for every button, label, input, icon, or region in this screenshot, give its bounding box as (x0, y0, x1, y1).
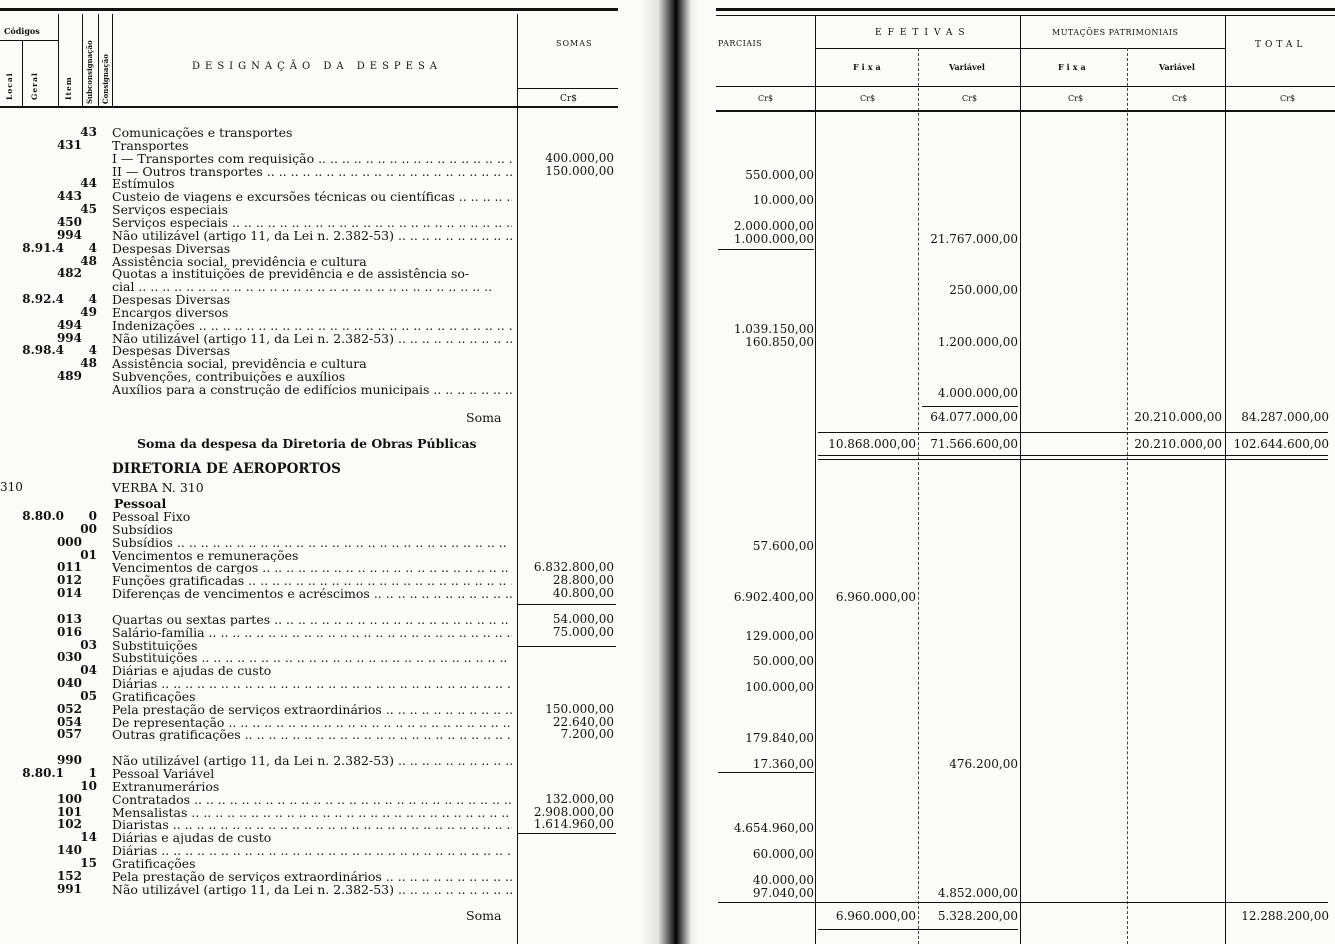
code-item: 4 (88, 343, 97, 358)
soma-rule (518, 604, 616, 605)
amount-parc: 40.000,00 (752, 872, 814, 887)
book-spine (640, 0, 700, 944)
parc-rule (718, 249, 814, 250)
col-divider (1020, 15, 1021, 944)
soma-value: 54.000,00 (552, 611, 614, 626)
code-geral: 102 (56, 817, 82, 832)
expense-description: Transportes (112, 138, 189, 152)
amount-var: 4.852.000,00 (937, 885, 1018, 900)
col-divider (112, 14, 113, 106)
left-page (0, 0, 640, 944)
expense-description: Pessoal Variável (112, 767, 215, 780)
amount-parc: 1.000.000,00 (733, 231, 814, 246)
code-item: 0 (88, 509, 97, 523)
amount-parc: 179.840,00 (745, 731, 814, 746)
expense-description: Pessoal Fixo (112, 510, 191, 523)
cr-total: Cr$ (1280, 94, 1296, 103)
expense-description: Diaristas .. .. (112, 818, 512, 831)
code-geral: 012 (56, 573, 82, 588)
soma2-fixa: 6.960.000,00 (835, 909, 916, 923)
expense-description: Assistência social, previdência e cultura (112, 254, 367, 268)
code-geral: 100 (56, 791, 82, 806)
item-label: Item (64, 76, 73, 100)
code-geral: 482 (56, 266, 82, 281)
expense-description: Despesas Diversas (112, 293, 231, 307)
expense-description: Substituições (112, 638, 198, 652)
codigos-rule (0, 40, 58, 41)
soma-dir-fixa: 10.868.000,00 (828, 437, 916, 451)
code-item: 44 (80, 176, 97, 191)
code-geral: 991 (56, 881, 82, 896)
expense-description: Mensalistas .. .. (112, 806, 512, 819)
soma-rule (518, 833, 616, 834)
total-header: TOTAL (1255, 40, 1307, 50)
code-geral: 011 (56, 560, 82, 575)
expense-description: Quartas ou sextas partes .. .. (112, 613, 512, 626)
code-geral: 052 (56, 701, 82, 716)
subconsignacao-label: Subconsignação (85, 40, 94, 104)
expense-description: Indenizações .. .. (112, 319, 512, 332)
soma-value: 6.832.800,00 (533, 560, 614, 575)
efetivas-header: EFETIVAS (875, 28, 971, 38)
consignacao-label: Consignação (101, 54, 110, 104)
code-geral: 443 (56, 189, 82, 204)
expense-description: II — Outros transportes .. .. (112, 165, 512, 178)
soma-value: 400.000,00 (545, 150, 614, 165)
parc-rule (718, 772, 814, 773)
soma-value: 150.000,00 (545, 701, 614, 716)
mut-variavel-header: Variável (1159, 62, 1195, 72)
amount-parc: 17.360,00 (752, 757, 814, 772)
expense-description: Vencimentos de cargos .. .. (112, 561, 512, 574)
somas-rule (517, 88, 618, 89)
expense-description: Assistência social, previdência e cultura (112, 357, 367, 371)
amount-parc: 100.000,00 (745, 680, 814, 695)
code-item: 04 (80, 663, 97, 678)
col-divider (815, 15, 816, 944)
code-geral: 990 (56, 753, 82, 768)
code-geral: 014 (56, 586, 82, 601)
soma-dir-mvar: 20.210.000,00 (1134, 437, 1222, 451)
amount-parc: 2.000.000,00 (733, 218, 814, 233)
total-rule (818, 929, 1018, 930)
soma-value: 40.800,00 (552, 586, 614, 601)
soma-label: Soma (466, 410, 502, 425)
section-title: DIRETORIA DE AEROPORTOS (112, 461, 341, 477)
expense-description: Subvenções, contribuições e auxílios (112, 370, 346, 384)
amount-fixa: 6.960.000,00 (835, 590, 916, 605)
expense-description: Auxílios para a construção de edifícios municipais .. .. (112, 383, 512, 396)
expense-description: Diferenças de vencimentos e acréscimos .. .. (112, 587, 512, 600)
code-item: 10 (80, 778, 97, 793)
expense-description: Serviços especiais (112, 203, 228, 217)
cr-var: Cr$ (962, 94, 978, 103)
soma-value: 22.640,00 (552, 714, 614, 729)
somas-header: SOMAS (556, 39, 593, 48)
code-geral: 431 (56, 137, 82, 152)
amount-parc: 57.600,00 (752, 538, 814, 553)
code-geral: 994 (56, 227, 82, 242)
mut-fixa-header: Fixa (1058, 62, 1089, 72)
amount-parc: 160.850,00 (745, 334, 814, 349)
expense-description: Contratados .. .. (112, 793, 512, 806)
total-rule (718, 902, 1328, 903)
amount-parc: 1.039.150,00 (733, 321, 814, 336)
total-rule (922, 406, 1018, 407)
code-geral: 030 (56, 650, 82, 665)
code-geral: 494 (56, 317, 82, 332)
amount-parc: 50.000,00 (752, 654, 814, 669)
expense-description: cial .. .. (112, 280, 512, 293)
code-geral: 994 (56, 330, 82, 345)
expense-description: Serviços especiais .. .. (112, 216, 512, 229)
code-item: 45 (80, 202, 97, 217)
soma-value: 2.908.000,00 (533, 804, 614, 819)
expense-description: De representação .. .. (112, 716, 512, 729)
col-divider (1225, 15, 1226, 944)
expense-description: Gratificações (112, 689, 196, 703)
code-local: 8.92.4 (22, 292, 64, 307)
double-rule (818, 455, 1328, 460)
code-item: 4 (88, 292, 97, 307)
code-item: 4 (88, 240, 97, 255)
variavel-header: Variável (949, 62, 985, 72)
col-divider (58, 14, 59, 106)
parciais-header: PARCIAIS (718, 39, 763, 48)
pessoal-label: Pessoal (114, 496, 167, 511)
verba-code: 310 (0, 480, 23, 494)
expense-description: Pela prestação de serviços extraordinários .. .. (112, 870, 512, 883)
code-item: 15 (80, 855, 97, 870)
soma2-label: Soma (466, 908, 502, 923)
expense-description: Salário-família .. .. (112, 626, 512, 639)
code-item: 14 (80, 830, 97, 845)
amount-parc: 60.000,00 (752, 847, 814, 862)
code-item: 01 (80, 547, 97, 562)
soma-var: 64.077.000,00 (930, 410, 1018, 424)
expense-description: Não utilizável (artigo 11, da Lei n. 2.382-53) .. .. (112, 883, 512, 896)
amount-var: 21.767.000,00 (930, 231, 1018, 246)
expense-description: Quotas a instituições de previdência e de assistência so- (112, 267, 470, 281)
expense-description: Funções gratificadas .. .. (112, 574, 512, 587)
code-geral: 013 (56, 611, 82, 626)
soma-rule (518, 646, 616, 647)
code-geral: 040 (56, 676, 82, 691)
verba-label: VERBA N. 310 (112, 480, 204, 495)
soma-value: 150.000,00 (545, 163, 614, 178)
designacao-header: DESIGNAÇÃO DA DESPESA (192, 61, 443, 72)
soma-value: 7.200,00 (560, 727, 614, 742)
code-geral: 101 (56, 804, 82, 819)
amount-parc: 10.000,00 (752, 193, 814, 208)
code-local: 8.80.1 (22, 766, 64, 780)
code-geral: 152 (56, 868, 82, 883)
currency-label: Cr$ (560, 94, 577, 104)
soma-value: 1.614.960,00 (533, 817, 614, 832)
expense-description: Substituições .. .. (112, 651, 512, 664)
code-geral: 016 (56, 624, 82, 639)
expense-description: Despesas Diversas (112, 241, 231, 255)
amount-var: 476.200,00 (949, 757, 1018, 772)
expense-description: Diárias .. .. (112, 844, 512, 857)
top-rule-right-2 (716, 15, 1335, 16)
top-rule (0, 8, 618, 11)
code-item: 48 (80, 253, 97, 268)
soma-diretoria-label: Soma da despesa da Diretoria de Obras Públicas (137, 436, 477, 451)
code-item: 05 (80, 688, 97, 703)
cr-fixa: Cr$ (860, 94, 876, 103)
code-item: 43 (80, 125, 97, 139)
expense-description: Não utilizável (artigo 11, da Lei n. 2.382-53) .. .. (112, 332, 512, 345)
expense-description: Gratificações (112, 856, 196, 870)
geral-label: Geral (30, 72, 39, 100)
expense-description: Custeio de viagens e excursões técnicas ou científicas .. .. (112, 190, 512, 203)
amount-parc: 4.654.960,00 (733, 821, 814, 836)
expense-description: Pela prestação de serviços extraordinários .. .. (112, 703, 512, 716)
code-geral: 450 (56, 214, 82, 229)
amount-parc: 129.000,00 (745, 628, 814, 643)
code-item: 00 (80, 521, 97, 536)
expense-description: Extranumerários (112, 779, 220, 793)
code-geral: 489 (56, 369, 82, 384)
code-geral: 054 (56, 714, 82, 729)
code-item: 1 (88, 766, 97, 780)
right-page (700, 0, 1335, 944)
expense-description: Comunicações e transportes (112, 126, 293, 139)
soma-dir-var: 71.566.600,00 (930, 437, 1018, 451)
fixa-header: Fixa (853, 62, 884, 72)
expense-description: Subsídios (112, 522, 173, 536)
amount-var: 1.200.000,00 (937, 334, 1018, 349)
expense-description: Vencimentos e remunerações (112, 548, 299, 562)
code-local: 8.91.4 (22, 240, 64, 255)
code-item: 49 (80, 304, 97, 319)
expense-description: Estímulos (112, 177, 175, 191)
cr-parc: Cr$ (758, 94, 774, 103)
code-local: 8.98.4 (22, 343, 64, 358)
soma2-var: 5.328.200,00 (937, 909, 1018, 923)
soma-total: 84.287.000,00 (1241, 410, 1329, 424)
soma-value: 28.800,00 (552, 573, 614, 588)
soma-value: 132.000,00 (545, 791, 614, 806)
col-divider (22, 40, 23, 106)
amount-parc: 97.040,00 (752, 885, 814, 900)
expense-description: I — Transportes com requisição .. .. (112, 152, 512, 165)
cr-mvar: Cr$ (1172, 94, 1188, 103)
soma-mvar: 20.210.000,00 (1134, 410, 1222, 424)
soma2-total: 12.288.200,00 (1241, 909, 1329, 923)
soma-value: 75.000,00 (552, 624, 614, 639)
col-divider (98, 14, 99, 106)
amount-parc: 550.000,00 (745, 167, 814, 182)
soma-dir-total: 102.644.600,00 (1233, 437, 1329, 451)
amount-var: 4.000.000,00 (937, 386, 1018, 400)
code-geral: 057 (56, 727, 82, 742)
expense-description: Encargos diversos (112, 305, 229, 319)
currency-rule (716, 86, 1335, 87)
amount-parc: 6.902.400,00 (733, 590, 814, 605)
header-bottom-rule-right (716, 110, 1335, 112)
top-rule-right (716, 8, 1335, 11)
code-geral: 140 (56, 843, 82, 858)
amount-var: 250.000,00 (949, 283, 1018, 298)
header-bottom-rule (0, 106, 618, 108)
expense-description: Diárias .. .. (112, 677, 512, 690)
col-divider (918, 48, 919, 944)
code-local: 8.80.0 (22, 509, 64, 523)
expense-description: Subsídios .. .. (112, 536, 512, 549)
expense-description: Outras gratificações .. .. (112, 728, 512, 741)
expense-description: Não utilizável (artigo 11, da Lei n. 2.382-53) .. .. (112, 754, 512, 767)
mutacoes-header: MUTAÇÕES PATRIMONIAIS (1052, 28, 1179, 37)
col-divider (82, 14, 83, 106)
code-item: 48 (80, 356, 97, 371)
expense-description: Diárias e ajudas de custo (112, 664, 272, 678)
codigos-label: Códigos (4, 26, 40, 36)
expense-description: Não utilizável (artigo 11, da Lei n. 2.382-53) .. .. (112, 229, 512, 242)
col-divider (1127, 48, 1128, 944)
code-geral: 000 (56, 534, 82, 549)
expense-description: Despesas Diversas (112, 344, 231, 358)
total-rule (818, 432, 1328, 433)
local-label: Local (5, 72, 14, 100)
code-item: 03 (80, 637, 97, 652)
expense-description: Diárias e ajudas de custo (112, 831, 272, 845)
cr-mfixa: Cr$ (1068, 94, 1084, 103)
